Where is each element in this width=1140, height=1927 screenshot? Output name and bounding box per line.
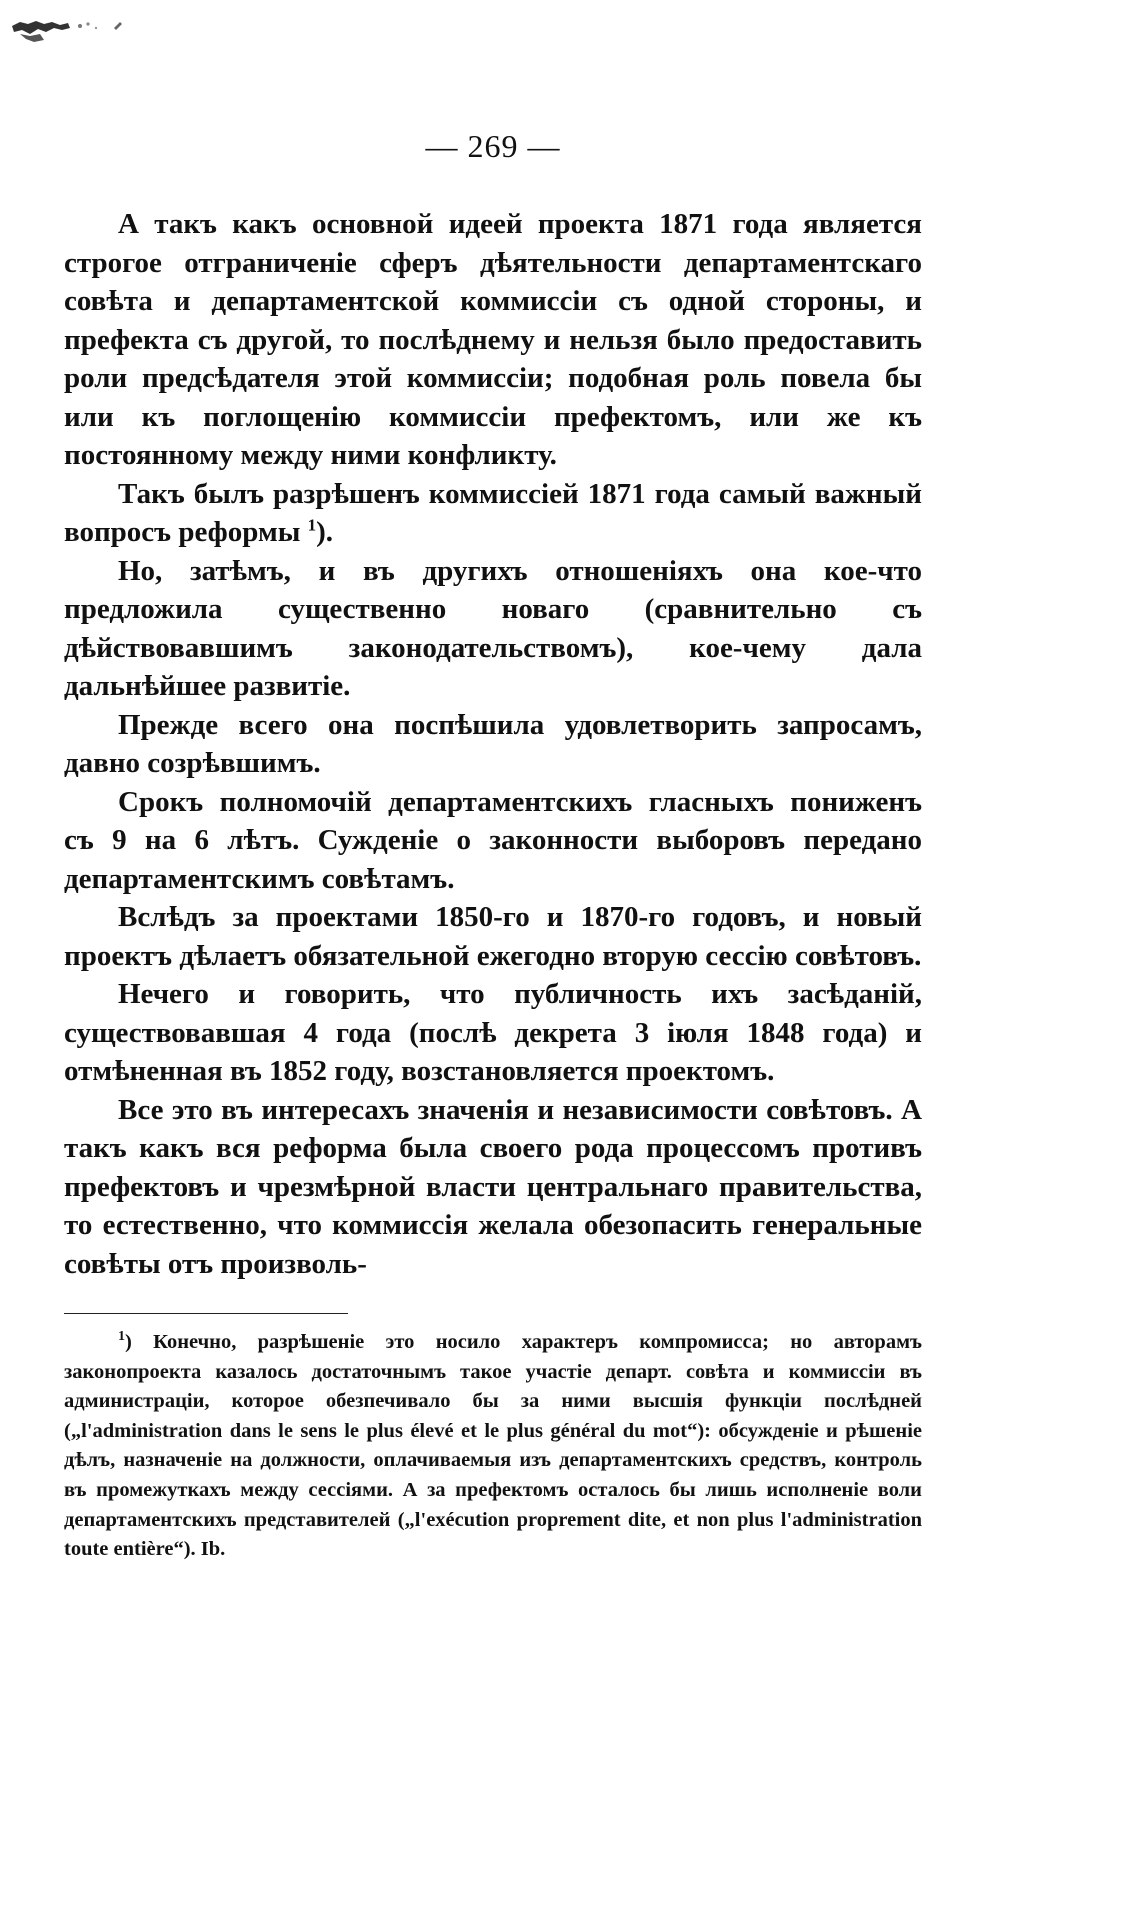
footnote-mark: 1 xyxy=(118,1329,125,1345)
footnote-reference-close: ) xyxy=(316,516,326,548)
page-number: — 269 — xyxy=(425,128,561,164)
main-text xyxy=(64,205,922,1283)
footnote-text: ) Конечно, разрѣшеніе это носило характеръ компромисса; но авторамъ законопроекта казалось достаточнымъ такое участіе департ. совѣта и коммиссіи въ администраціи, которое обезпечивало бы за ними высшія функціи послѣдней („l'administration dans le sens le plus élevé et le plus général du mot“): обсужденіе и рѣшеніе дѣлъ, назначеніе на должности, оплачиваемыя изъ департаментскихъ средствъ, контроль въ промежуткахъ между сессіями. А за префектомъ осталось бы лишь исполненіе воли департаментскихъ представителей („l'exécution proprement dite, et non plus l'administration toute entière“). Ib. xyxy=(64,1331,922,1561)
paragraph-text: Все это въ интересахъ значенія и независимости совѣтовъ. А такъ какъ вся реформа была своего рода процессомъ противъ префектовъ и чрезмѣрной власти центральнаго правительства, то естественно, что коммиссія желала обезопасить генеральные совѣты отъ произволь- xyxy=(64,1093,922,1280)
paragraph-text: Прежде всего она поспѣшила удовлетворить запросамъ, давно созрѣвшимъ. xyxy=(64,708,922,779)
footnotes xyxy=(64,1328,922,1565)
paragraph xyxy=(64,475,922,552)
paragraph xyxy=(64,205,922,475)
footnote-reference[interactable]: 1 xyxy=(307,515,317,535)
paragraph xyxy=(64,975,922,1091)
paragraph-text: А такъ какъ основной идеей проекта 1871 года является строгое отграниченіе сферъ дѣятельности департаментскаго совѣта и департаментской коммиссіи съ одной стороны, и префекта съ другой, то послѣднему и нельзя было предоставить роли предсѣдателя этой коммиссіи; подобная роль повела бы или къ поглощенію коммиссіи префектомъ, или же къ постоянному между ними конфликту. xyxy=(64,208,922,471)
paragraph-text: Такъ былъ разрѣшенъ коммиссіей 1871 года самый важный вопросъ реформы xyxy=(64,477,922,548)
footnote xyxy=(64,1328,922,1565)
paragraph xyxy=(64,783,922,899)
footnote-divider xyxy=(64,1313,348,1314)
paragraph-text: Нечего и говорить, что публичность ихъ засѣданій, существовавшая 4 года (послѣ декрета 3 іюля 1848 года) и отмѣненная въ 1852 году, возстановляется проектомъ. xyxy=(64,978,922,1087)
paragraph xyxy=(64,706,922,783)
paragraph-text: Вслѣдъ за проектами 1850-го и 1870-го годовъ, и новый проектъ дѣлаетъ обязательной ежегодно вторую сессію совѣтовъ. xyxy=(64,901,922,972)
paragraph xyxy=(64,898,922,975)
paragraph-text: Но, затѣмъ, и въ другихъ отношеніяхъ она кое-что предложила существенно новаго (сравнительно съ дѣйствовавшимъ законодательствомъ), кое-чему дала дальнѣйшее развитіе. xyxy=(64,554,922,702)
scan-artifact-mark xyxy=(10,12,130,46)
paragraph xyxy=(64,1091,922,1284)
book-page xyxy=(64,128,922,1565)
paragraph-text: Срокъ полномочій департаментскихъ гласныхъ пониженъ съ 9 на 6 лѣтъ. Сужденіе о законности выборовъ передано департаментскимъ совѣтамъ. xyxy=(64,785,922,895)
paragraph-text-end: . xyxy=(325,516,334,548)
paragraph xyxy=(64,552,922,706)
